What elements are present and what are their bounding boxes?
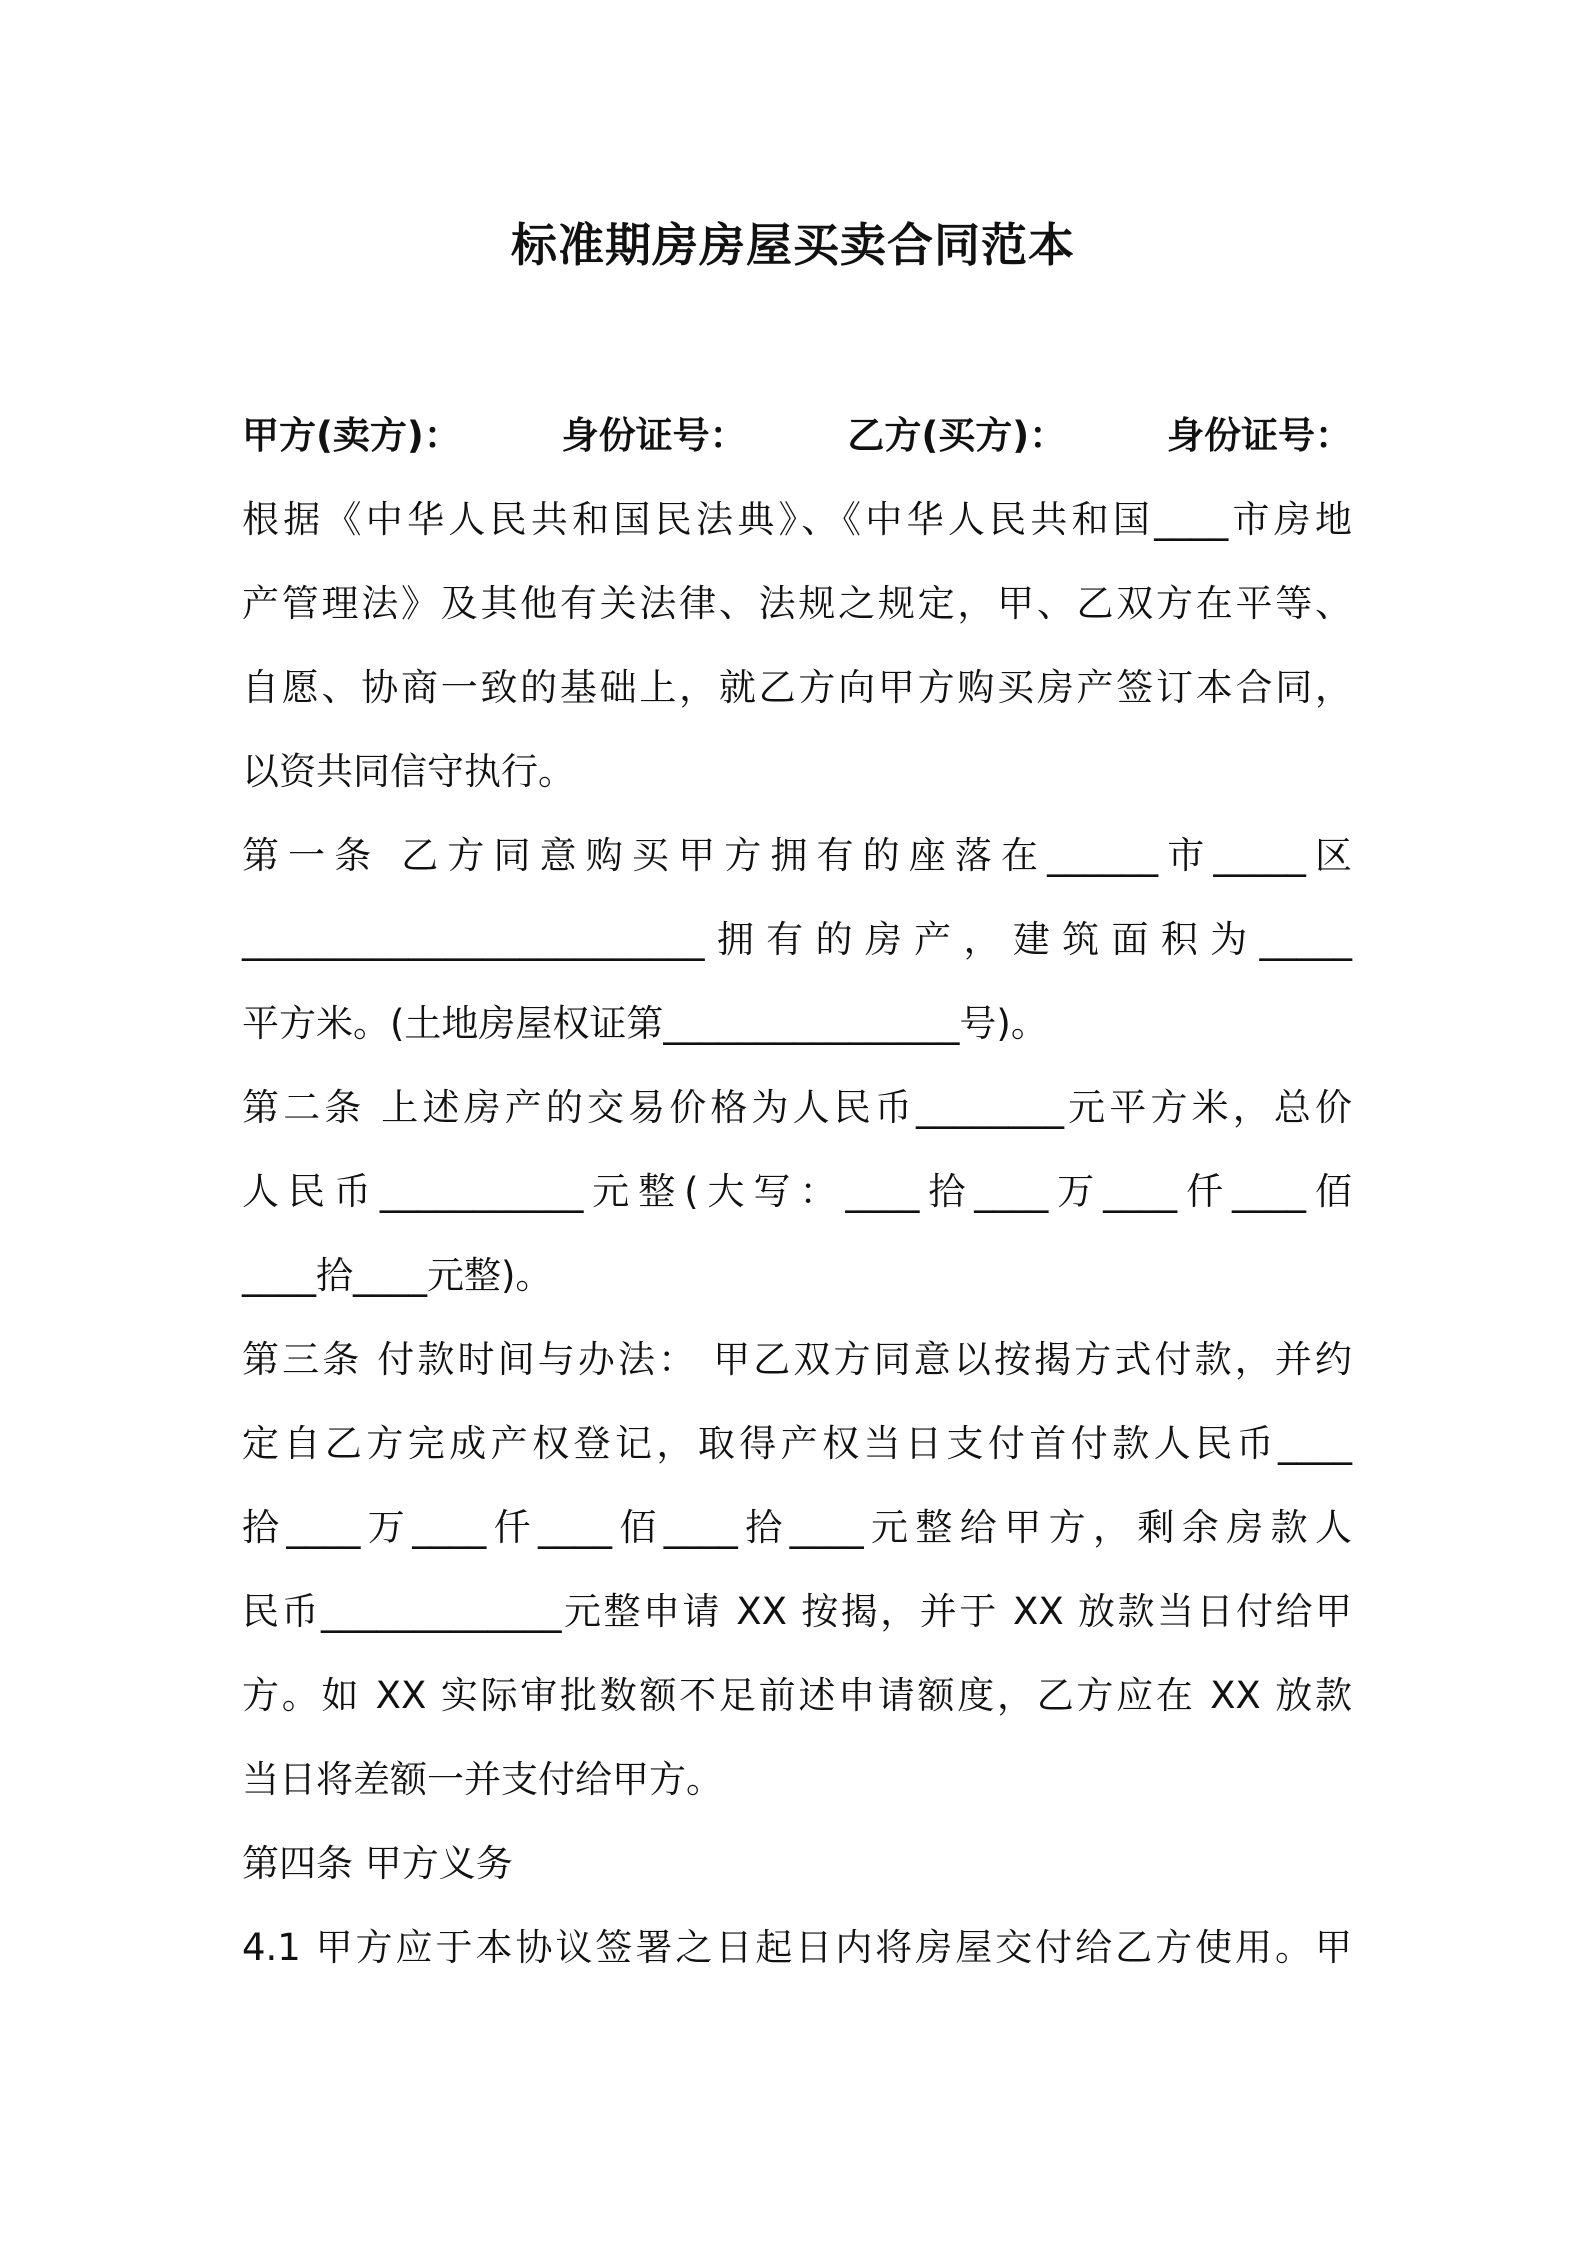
article-3-line: 第三条 付款时间与办法： 甲乙双方同意以按揭方式付款，并约 [242, 1338, 1352, 1381]
article-2-line: 第二条 上述房产的交易价格为人民币________元平方米，总价 [242, 1086, 1352, 1129]
article-1-line: 第一条 乙方同意购买甲方拥有的座落在______市_____区 [242, 834, 1352, 877]
article-1-line: _________________________拥有的房产，建筑面积为_____ [242, 918, 1352, 961]
article-1-line: 平方米。(土地房屋权证第________________号)。 [242, 1002, 1048, 1045]
seller-label: 甲方(卖方)： [242, 414, 461, 457]
body-line: 产管理法》及其他有关法律、法规之规定，甲、乙双方在平等、 [242, 582, 1352, 625]
article-3-line: 当日将差额一并支付给甲方。 [242, 1758, 723, 1801]
buyer-id-label: 身份证号： [1167, 414, 1352, 457]
seller-id-label: 身份证号： [561, 414, 747, 457]
article-4-line: 4.1 甲方应于本协议签署之日起日内将房屋交付给乙方使用。甲 [242, 1926, 1352, 1969]
article-3-line: 拾____万____仟____佰____拾____元整给甲方，剩余房款人 [242, 1506, 1352, 1549]
body-line: 自愿、协商一致的基础上，就乙方向甲方购买房产签订本合同， [242, 666, 1352, 709]
article-3-line: 民币_____________元整申请 XX 按揭，并于 XX 放款当日付给甲 [242, 1590, 1352, 1633]
buyer-label: 乙方(买方)： [847, 414, 1067, 457]
article-4-heading: 第四条 甲方义务 [242, 1842, 513, 1885]
parties-line [242, 410, 1352, 462]
article-2-line: ____拾____元整)。 [242, 1254, 553, 1297]
document-title: 标准期房房屋买卖合同范本 [511, 218, 1075, 272]
article-3-line: 方。如 XX 实际审批数额不足前述申请额度，乙方应在 XX 放款 [242, 1674, 1352, 1717]
body-line: 根据《中华人民共和国民法典》、《中华人民共和国____市房地 [242, 498, 1352, 541]
article-3-line: 定自乙方完成产权登记，取得产权当日支付首付款人民币____ [242, 1422, 1352, 1465]
article-2-line: 人民币___________元整(大写：____拾____万____仟____佰 [242, 1170, 1352, 1213]
body-line: 以资共同信守执行。 [242, 750, 575, 793]
